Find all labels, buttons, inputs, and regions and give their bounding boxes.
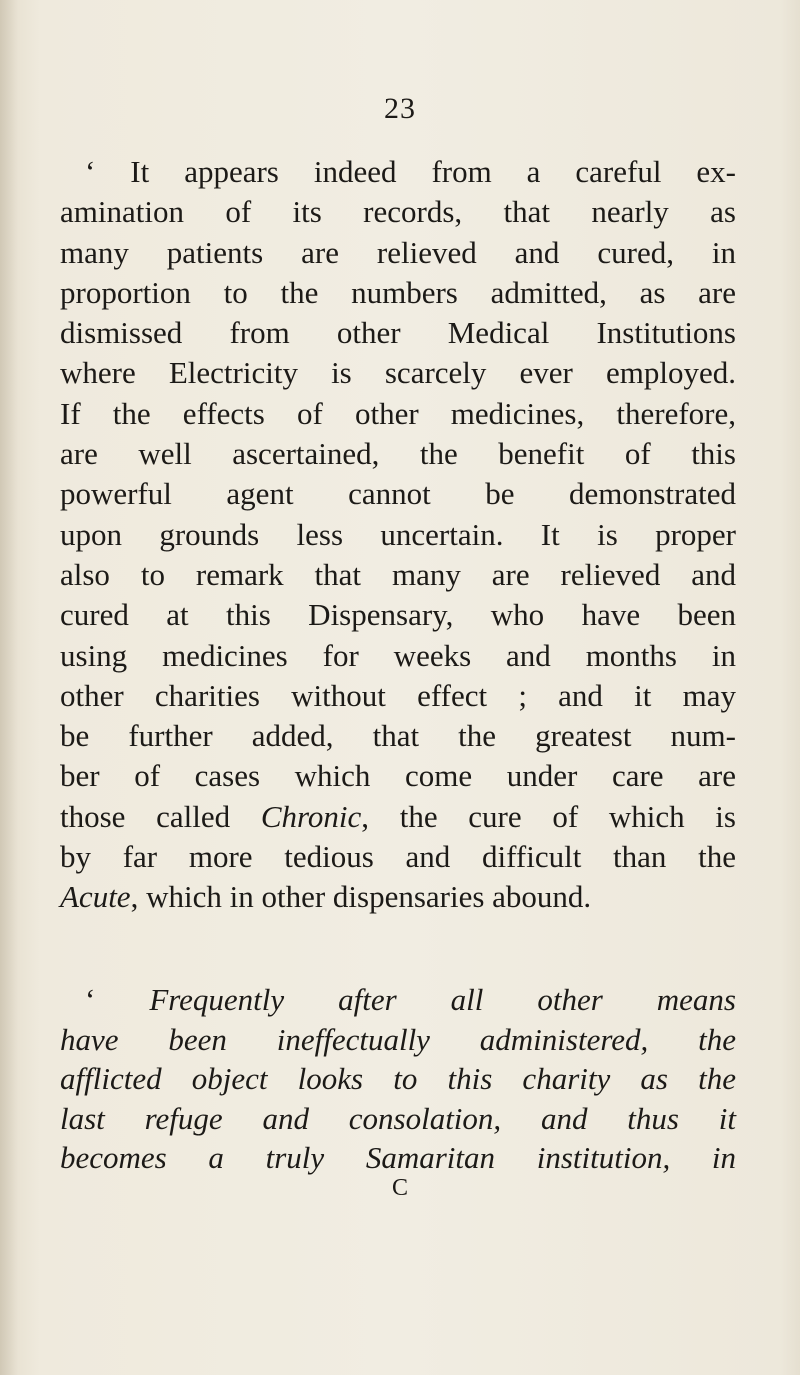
text-line: also to remark that many are relieved and	[60, 556, 736, 592]
text-line: be further added, that the greatest num-	[60, 718, 736, 754]
text-segment: , the cure of which is	[361, 798, 736, 834]
signature-mark: C	[391, 1175, 408, 1201]
binding-shadow	[0, 0, 18, 1375]
opening-quote: ‘	[85, 982, 150, 1017]
text-line: ‘ It appears indeed from a careful ex-	[85, 154, 736, 189]
text-line: have been ineffectually administered, the	[60, 1021, 736, 1057]
text-segment: Frequently after all other means	[149, 982, 736, 1017]
text-line: ber of cases which come under care are	[60, 758, 736, 794]
text-line: other charities without effect ; and it may	[60, 677, 736, 713]
text-line: amination of its records, that nearly as	[60, 194, 736, 230]
text-line: by far more tedious and difficult than the	[60, 839, 736, 875]
text-line: proportion to the numbers admitted, as are	[60, 274, 736, 310]
text-segment: those called	[60, 798, 261, 834]
text-line: are well ascertained, the benefit of this	[60, 436, 736, 472]
italic-term-chronic: Chronic	[260, 798, 362, 834]
text-line: dismissed from other Medical Institutions	[60, 315, 736, 351]
text-line: cured at this Dispensary, who have been	[60, 597, 736, 633]
text-line: many patients are relieved and cured, in	[60, 234, 736, 270]
page-number: 23	[384, 92, 416, 125]
text-line: last refuge and consolation, and thus it	[60, 1100, 736, 1136]
text-line	[60, 877, 736, 917]
text-line: becomes a truly Samaritan institution, in	[60, 1140, 736, 1176]
text-line	[60, 797, 736, 837]
text-line: upon grounds less uncertain. It is proper	[60, 516, 736, 552]
italic-term-acute: Acute	[60, 879, 131, 915]
text-line	[60, 980, 736, 1020]
text-line: using medicines for weeks and months in	[60, 637, 736, 673]
text-line: If the effects of other medicines, therefore,	[60, 395, 736, 431]
text-line: afflicted object looks to this charity as the	[60, 1061, 736, 1097]
paragraph-1	[60, 152, 736, 918]
text-line: powerful agent cannot be demonstrated	[60, 476, 736, 512]
paragraph-2	[60, 980, 736, 1178]
text-segment: , which in other dispensaries abound.	[130, 879, 592, 915]
text-line: where Electricity is scarcely ever employed.	[60, 355, 736, 391]
